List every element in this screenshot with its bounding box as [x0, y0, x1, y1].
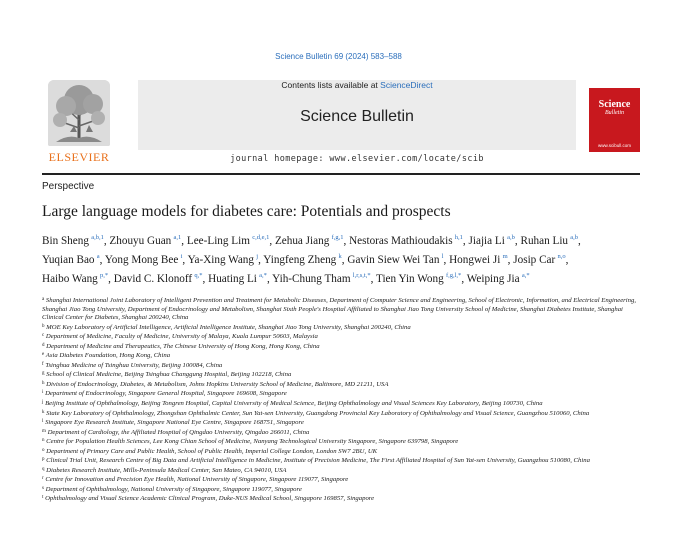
article-type: Perspective [42, 181, 95, 192]
author-name[interactable] [469, 235, 515, 247]
author-name[interactable] [187, 235, 269, 247]
affiliation-text: Tsinghua Medicine of Tsinghua University, Beijing 100084, China [45, 361, 223, 369]
author-name-text: Zehua Jiang [274, 235, 330, 247]
homepage-prefix: journal homepage: [230, 154, 330, 164]
affiliation-text: Shanghai International Joint Laboratory of Intelligent Prevention and Treatment for Metabolic Diseases, Department of Computer Science and Engineering, School of Electronic, Information, and Electrical Engineering, Shanghai Jiao Tong University, Department of Endocrinology and Metabolism, Shanghai Sixth People's Hospital Affiliated to Shanghai Jiao Tong University School of Medicine, Shanghai Diabetes Institute, Shanghai Clinical Center for Diabetes, Shanghai 200240, China [42, 297, 636, 322]
author-list [42, 230, 640, 288]
author-affiliation-marker[interactable]: l [441, 253, 444, 261]
author-separator: , [99, 254, 105, 267]
author-name[interactable] [349, 235, 463, 247]
author-name-text: Yong Mong Bee [104, 254, 179, 267]
affiliation-item [42, 380, 640, 390]
affiliation-key: g [42, 371, 45, 377]
affiliation-text: Beijing Institute of Ophthalmology, Beijing Tongren Hospital, Capital University of Medical Science, Beijing Ophthalmology and Visual Sciences Key Laboratory, Beijing 100730, China [45, 400, 543, 408]
author-separator: , [258, 254, 264, 267]
affiliation-text: Department of Primary Care and Public Health, School of Public Health, Imperial College London, London SW7 2BU, UK [46, 447, 378, 455]
author-affiliation-marker[interactable]: n,o [557, 253, 566, 261]
author-name-text: Bin Sheng [42, 235, 89, 247]
affiliation-item [42, 296, 640, 323]
author-name[interactable] [520, 235, 578, 247]
author-affiliation-marker[interactable]: a,b,1 [91, 234, 104, 241]
author-name-text: Huating Li [208, 273, 257, 286]
affiliation-item [42, 351, 640, 361]
author-name[interactable] [467, 273, 530, 285]
author-separator: , [507, 254, 514, 267]
affiliation-key: t [42, 495, 44, 501]
elsevier-tree-icon [48, 80, 110, 146]
author-name-text: Ruhan Liu [520, 235, 569, 247]
author-affiliation-marker[interactable]: i [180, 253, 183, 261]
affiliation-item [42, 456, 640, 466]
author-affiliation-marker[interactable]: a,* [521, 272, 530, 280]
elsevier-logo[interactable] [42, 78, 116, 164]
affiliation-key: d [42, 342, 45, 348]
author-separator: , [266, 273, 273, 286]
affiliation-text: Clinical Trial Unit, Research Centre of Big Data and Artificial Intelligence in Medicine, Institute of Precision Medicine, The First Affiliated Hospital of Sun Yat-sen University, Guangzhou 510080, China [46, 457, 590, 465]
affiliation-text: Asia Diabetes Foundation, Hong Kong, China [45, 352, 171, 360]
contents-prefix: Contents lists available at [281, 80, 381, 90]
author-separator: , [202, 273, 209, 286]
affiliation-item [42, 485, 640, 495]
author-affiliation-marker[interactable]: f,g,l,* [445, 272, 462, 280]
affiliation-key: m [42, 428, 46, 434]
article-title: Large language models for diabetes care: Potentials and prospects [42, 203, 451, 220]
author-name-text: Hongwei Ji [449, 254, 501, 267]
author-separator: , [343, 235, 350, 247]
author-name-text: Jiajia Li [468, 235, 505, 247]
author-separator: , [565, 254, 569, 267]
author-separator: , [370, 273, 374, 286]
affiliation-item [42, 447, 640, 457]
affiliation-text: Department of Cardiology, the Affiliated Hospital of Qingdao University, Qingdao 266011, China [47, 428, 310, 436]
author-name-text: Yingfeng Zheng [263, 254, 337, 267]
affiliation-item [42, 428, 640, 438]
affiliation-item [42, 361, 640, 371]
affiliation-key: k [42, 409, 45, 415]
affiliation-text: Centre for Population Health Sciences, Lee Kong Chian School of Medicine, Nanyang Technological University Singapore, Singapore 639798, Singapore [46, 438, 459, 446]
author-separator: , [103, 235, 110, 247]
author-affiliation-marker[interactable]: f,g,1 [331, 234, 344, 241]
affiliation-key: i [42, 390, 44, 396]
author-name[interactable] [275, 235, 344, 247]
affiliation-key: f [42, 361, 44, 367]
affiliation-text: Division of Endocrinology, Diabetes, & Metabolism, Johns Hopkins University School of Medicine, Baltimore, MD 21211, USA [46, 380, 389, 388]
author-separator: , [182, 254, 188, 267]
affiliation-text: Department of Medicine and Therapeutics, The Chinese University of Hong Kong, Hong Kong, China [46, 342, 320, 350]
affiliation-key: s [42, 485, 44, 491]
author-separator: , [181, 235, 187, 247]
affiliation-item [42, 332, 640, 342]
author-affiliation-marker[interactable]: a,1 [173, 234, 182, 241]
elsevier-wordmark: ELSEVIER [48, 150, 110, 164]
author-affiliation-marker[interactable]: j [256, 253, 259, 261]
affiliation-key: n [42, 438, 45, 444]
author-name[interactable] [347, 254, 443, 266]
journal-title[interactable]: Science Bulletin [300, 108, 414, 125]
affiliation-item [42, 466, 640, 476]
author-name[interactable] [272, 273, 370, 285]
author-name[interactable] [208, 273, 267, 285]
author-separator: , [514, 235, 518, 247]
author-separator: , [443, 254, 447, 267]
author-name-text: Nestoras Mathioudakis [349, 235, 453, 247]
author-affiliation-marker[interactable]: h,1 [454, 234, 463, 241]
journal-header [42, 74, 640, 166]
author-name-text: Gavin Siew Wei Tan [347, 254, 440, 267]
affiliation-key: c [42, 333, 45, 339]
affiliation-item [42, 399, 640, 409]
author-name-text: Josip Car [513, 254, 556, 267]
author-affiliation-marker[interactable]: m [502, 253, 508, 261]
affiliation-text: Department of Ophthalmology, National University of Singapore, Singapore 119077, Singapore [45, 485, 302, 493]
author-name-text: David C. Klonoff [113, 273, 193, 286]
author-name-text: Lee-Ling Lim [186, 235, 250, 247]
affiliation-text: State Key Laboratory of Ophthalmology, Zhongshan Ophthalmic Center, Sun Yat-sen University, Guangdong Provincial Key Laboratory of Ophthalmology and Visual Science, Guangzhou 510060, China [46, 409, 590, 417]
author-affiliation-marker[interactable]: a,b [570, 234, 579, 241]
affiliation-key: e [42, 352, 45, 358]
author-name-text: Yuqian Bao [42, 254, 95, 267]
affiliation-text: Diabetes Research Institute, Mills-Peninsula Medical Center, San Mateo, CA 94010, USA [46, 466, 287, 474]
affiliation-key: r [42, 476, 44, 482]
affiliation-text: School of Clinical Medicine, Beijing Tsinghua Changgung Hospital, Beijing 102218, China [46, 371, 292, 379]
affiliation-text: Department of Medicine, Faculty of Medicine, University of Malaya, Kuala Lumpur 50603, Malaysia [45, 333, 318, 341]
author-separator: , [578, 235, 581, 247]
affiliation-item [42, 418, 640, 428]
affiliation-text: Centre for Innovation and Precision Eye Health, National University of Singapore, Singapore 119077, Singapore [45, 476, 349, 484]
header-divider [42, 173, 640, 175]
affiliation-list [42, 296, 640, 504]
author-separator: , [461, 273, 467, 286]
author-name[interactable] [188, 254, 259, 266]
affiliation-key: q [42, 466, 45, 472]
author-affiliation-marker[interactable]: c,d,e,1 [252, 234, 270, 241]
author-name[interactable] [109, 235, 181, 247]
affiliation-item [42, 323, 640, 333]
author-separator: , [108, 273, 114, 286]
author-name[interactable] [263, 254, 342, 266]
author-name-text: Tien Yin Wong [376, 273, 444, 286]
author-affiliation-marker[interactable]: p,* [100, 272, 109, 280]
author-name[interactable] [449, 254, 508, 266]
author-name-text: Yih-Chung Tham [272, 273, 351, 286]
author-name[interactable] [114, 273, 203, 285]
author-name-text: Ya-Xing Wang [187, 254, 254, 267]
author-name[interactable] [42, 254, 100, 266]
affiliation-text: Ophthalmology and Visual Science Academic Clinical Program, Duke-NUS Medical School, Singapore 169857, Singapore [45, 495, 375, 503]
author-affiliation-marker[interactable]: a [96, 253, 100, 261]
affiliation-item [42, 494, 640, 504]
author-name-text: Zhouyu Guan [109, 235, 172, 247]
journal-homepage [138, 154, 576, 164]
affiliation-key: l [42, 419, 44, 425]
affiliation-key: a [42, 297, 45, 302]
affiliation-key: j [42, 400, 44, 406]
affiliation-item [42, 437, 640, 447]
affiliation-key: h [42, 380, 45, 386]
affiliation-item [42, 475, 640, 485]
journal-title-box [138, 80, 576, 150]
affiliation-text: Department of Endocrinology, Singapore General Hospital, Singapore 169608, Singapore [45, 390, 287, 398]
affiliation-item [42, 342, 640, 352]
author-name-text: Weiping Jia [466, 273, 520, 286]
affiliation-item [42, 409, 640, 419]
affiliation-key: p [42, 457, 45, 463]
author-affiliation-marker[interactable]: a,b [507, 234, 515, 241]
author-affiliation-marker[interactable]: k [338, 253, 342, 261]
affiliation-item [42, 389, 640, 399]
cover-title: Science [598, 99, 631, 110]
author-name[interactable] [42, 235, 104, 247]
author-name[interactable] [105, 254, 183, 266]
cover-subtitle: Bulletin [605, 110, 624, 116]
contents-line [138, 80, 576, 90]
affiliation-key: b [42, 323, 45, 329]
author-name[interactable] [376, 273, 461, 285]
homepage-link[interactable]: www.elsevier.com/locate/scib [329, 154, 484, 164]
author-affiliation-marker[interactable]: q,* [194, 272, 203, 280]
author-separator: , [341, 254, 348, 267]
cover-site: www.scibull.com [597, 143, 631, 148]
sciencedirect-link[interactable]: ScienceDirect [380, 80, 433, 90]
author-name[interactable] [42, 273, 108, 285]
author-separator: , [269, 235, 275, 247]
affiliation-text: Singapore Eye Research Institute, Singapore National Eye Centre, Singapore 168751, Singapore [45, 419, 304, 427]
author-affiliation-marker[interactable]: a,* [259, 272, 267, 280]
affiliation-key: o [42, 447, 45, 453]
author-name-text: Haibo Wang [42, 273, 98, 286]
affiliation-text: MOE Key Laboratory of Artificial Intelligence, Artificial Intelligence Institute, Shanghai Jiao Tong University, Shanghai 200240, China [46, 323, 411, 331]
journal-citation[interactable]: Science Bulletin 69 (2024) 583–588 [275, 52, 402, 61]
author-separator: , [462, 235, 469, 247]
affiliation-item [42, 370, 640, 380]
author-name[interactable] [513, 254, 565, 266]
author-affiliation-marker[interactable]: l,r,s,t,* [352, 272, 371, 280]
journal-cover-thumbnail[interactable] [589, 88, 640, 152]
